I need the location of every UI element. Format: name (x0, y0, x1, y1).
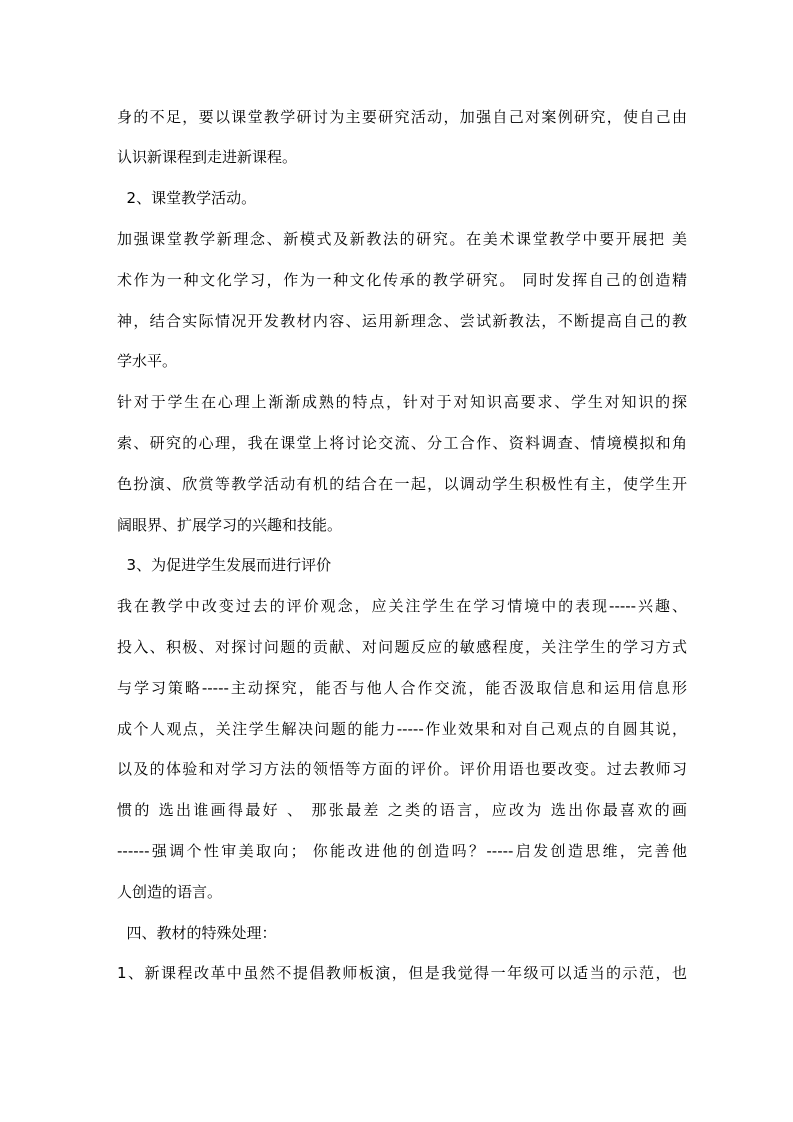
text-line: 索、研究的心理，我在课堂上将讨论交流、分工合作、资料调查、情境模拟和角 (117, 434, 687, 452)
text-line: 加强课堂教学新理念、新模式及新教法的研究。在美术课堂教学中要开展把 美 (117, 230, 687, 248)
text-line: 认识新课程到走进新课程。 (117, 148, 298, 166)
text-line: 我在教学中改变过去的评价观念，应关注学生在学习情境中的表现-----兴趣、 (117, 597, 687, 615)
text-line: 身的不足，要以课堂教学研讨为主要研究活动，加强自己对案例研究，使自己由 (117, 108, 687, 126)
text-line: 神，结合实际情况开发教材内容、运用新理念、尝试新教法，不断提高自己的教 (117, 312, 687, 330)
text-line: 投入、积极、对探讨问题的贡献、对问题反应的敏感程度，关注学生的学习方式 (117, 638, 687, 656)
text-line: 人创造的语言。 (117, 883, 223, 901)
text-line: 以及的体验和对学习方法的领悟等方面的评价。评价用语也要改变。过去教师习 (117, 760, 687, 778)
section-heading: 四、教材的特殊处理： (117, 924, 277, 942)
section-heading: 3、为促进学生发展而进行评价 (117, 556, 332, 574)
text-line: 针对于学生在心理上渐渐成熟的特点，针对于对知识高要求、学生对知识的探 (117, 393, 687, 411)
text-line: ------强调个性审美取向； 你能改进他的创造吗？-----启发创造思维，完善他 (117, 842, 687, 860)
text-line: 惯的 选出谁画得最好 、 那张最差 之类的语言，应改为 选出你最喜欢的画 (117, 801, 687, 819)
text-line: 学水平。 (117, 352, 178, 370)
text-line: 阔眼界、扩展学习的兴趣和技能。 (117, 516, 343, 534)
text-line: 成个人观点，关注学生解决问题的能力-----作业效果和对自己观点的自圆其说， (117, 720, 687, 738)
text-line: 术作为一种文化学习，作为一种文化传承的教学研究。 同时发挥自己的创造精 (117, 271, 687, 289)
text-line: 色扮演、欣赏等教学活动有机的结合在一起，以调动学生积极性有主，使学生开 (117, 475, 687, 493)
text-line: 1、新课程改革中虽然不提倡教师板演，但是我觉得一年级可以适当的示范，也 (117, 964, 687, 982)
section-heading: 2、课堂教学活动。 (117, 189, 257, 207)
text-line: 与学习策略-----主动探究，能否与他人合作交流，能否汲取信息和运用信息形 (117, 679, 687, 697)
